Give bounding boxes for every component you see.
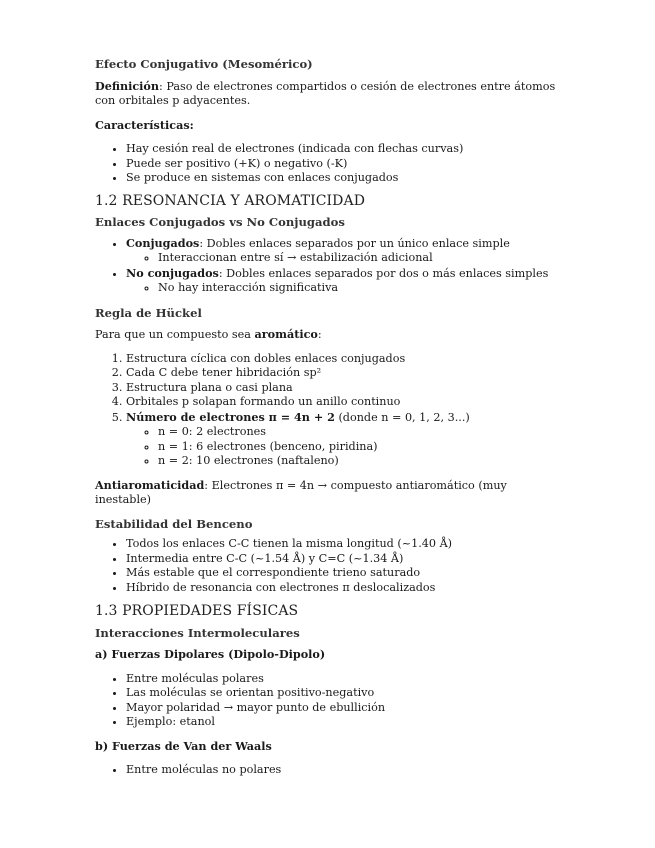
- list-item: ◦ n = 2: 10 electrones (naftaleno): [158, 454, 565, 469]
- list-item: • Las moléculas se orientan positivo-negativo: [126, 686, 565, 701]
- list-item: • Entre moléculas polares: [126, 672, 565, 687]
- list-item: • Hay cesión real de electrones (indicada con flechas curvas): [126, 142, 565, 157]
- sub-list: [126, 281, 565, 296]
- list-item: • Entre moléculas no polares: [126, 763, 565, 778]
- sub-list: [126, 251, 565, 266]
- characteristics-list: [95, 142, 565, 186]
- dipolar-forces-label: a) Fuerzas Dipolares (Dipolo-Dipolo): [95, 647, 326, 661]
- definition-label: Definición: [95, 78, 159, 93]
- van-der-waals-label: b) Fuerzas de Van der Waals: [95, 738, 272, 753]
- characteristics-label: Características:: [95, 117, 194, 132]
- list-item: ◦ n = 1: 6 electrones (benceno, piridina): [158, 440, 565, 455]
- heading-estabilidad-benceno: Estabilidad del Benceno: [95, 516, 253, 531]
- conjugation-list: [95, 236, 565, 296]
- van-der-waals-list: [95, 763, 565, 778]
- list-item: • Conjugados: Dobles enlaces separados por un único enlace simple ◦ Interaccionan entre sí → estabilización adicional: [126, 236, 565, 266]
- list-item: ◦ n = 0: 2 electrones: [158, 425, 565, 440]
- sub-list: [126, 425, 565, 469]
- list-item: 3. Estructura plana o casi plana: [126, 381, 565, 396]
- list-item: • Todos los enlaces C-C tienen la misma longitud (~1.40 Å): [126, 537, 565, 552]
- list-item: 5. Número de electrones π = 4n + 2 (donde n = 0, 1, 2, 3...) ◦ n = 0: 2 electrones ◦ n = 1: 6 electrones (benceno, piridina) ◦ n = 2: 10 electrones (naftaleno): [126, 410, 565, 469]
- heading-enlaces-conjugados: Enlaces Conjugados vs No Conjugados: [95, 215, 345, 229]
- list-item: 1. Estructura cíclica con dobles enlaces conjugados: [126, 352, 565, 367]
- heading-interacciones: Interacciones Intermoleculares: [95, 625, 300, 640]
- document-page: [95, 57, 565, 778]
- definition-text: : Paso de electrones compartidos o cesión de electrones entre átomos con orbitales p adyacentes.: [95, 79, 556, 107]
- list-item: ◦ Interaccionan entre sí → estabilización adicional: [158, 251, 565, 266]
- huckel-intro: Para que un compuesto sea aromático:: [95, 327, 322, 341]
- antiaromaticity-paragraph: Antiaromaticidad: Electrones π = 4n → compuesto antiaromático (muy inestable): [95, 477, 507, 506]
- list-item: • Se produce en sistemas con enlaces conjugados: [126, 171, 565, 186]
- heading-propiedades-fisicas: 1.3 PROPIEDADES FÍSICAS: [95, 603, 299, 619]
- list-item: • Intermedia entre C-C (~1.54 Å) y C=C (~1.34 Å): [126, 552, 565, 567]
- list-item: ◦ No hay interacción significativa: [158, 281, 565, 296]
- definition-paragraph: [95, 79, 565, 109]
- list-item: • Puede ser positivo (+K) o negativo (-K): [126, 157, 565, 172]
- list-item: • Más estable que el correspondiente trieno saturado: [126, 566, 565, 581]
- list-item: 2. Cada C debe tener hibridación sp²: [126, 366, 565, 381]
- huckel-rules-list: [95, 352, 565, 469]
- benzene-list: [95, 537, 565, 595]
- heading-efecto-conjugativo: Efecto Conjugativo (Mesomérico): [95, 57, 313, 71]
- heading-resonancia: 1.2 RESONANCIA Y AROMATICIDAD: [95, 192, 366, 209]
- list-item: 4. Orbitales p solapan formando un anillo continuo: [126, 395, 565, 410]
- list-item: • Ejemplo: etanol: [126, 715, 565, 730]
- heading-regla-huckel: Regla de Hückel: [95, 305, 202, 320]
- dipolar-list: [95, 672, 565, 730]
- list-item: • Híbrido de resonancia con electrones π deslocalizados: [126, 581, 565, 596]
- list-item: • No conjugados: Dobles enlaces separados por dos o más enlaces simples ◦ No hay interacción significativa: [126, 266, 565, 296]
- list-item: • Mayor polaridad → mayor punto de ebullición: [126, 701, 565, 716]
